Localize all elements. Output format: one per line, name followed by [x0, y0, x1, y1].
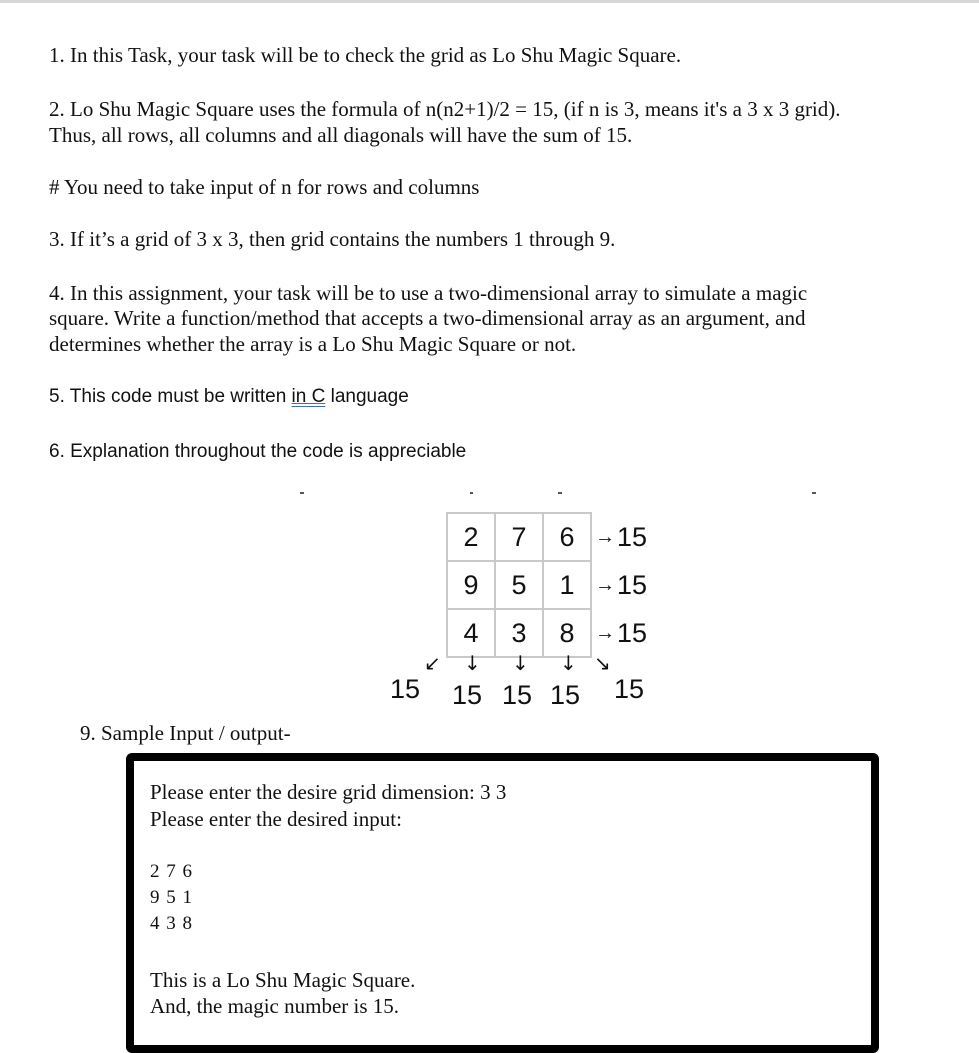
console-result-line: This is a Lo Shu Magic Square.	[150, 968, 416, 992]
item-1: 1. In this Task, your task will be to check the grid as Lo Shu Magic Square.	[49, 43, 682, 67]
column-sum: 15	[502, 680, 533, 710]
input-note: # You need to take input of n for rows and columns	[49, 175, 480, 199]
diagonal-sum-left: 15	[390, 674, 421, 704]
item-5-prefix: 5. This code must be written	[49, 386, 292, 407]
item-2-line-2: Thus, all rows, all columns and all diagonals will have the sum of 15.	[49, 123, 633, 147]
item-2-line-1: 2. Lo Shu Magic Square uses the formula of n(n2+1)/2 = 15, (if n is 3, means it's a 3 x 3 grid).	[49, 97, 841, 121]
arrow-right-icon: →	[595, 526, 615, 548]
grid-cell: 3	[495, 609, 543, 657]
row-sum: →15	[595, 522, 648, 552]
console-magic-number-line: And, the magic number is 15.	[150, 994, 400, 1018]
scan-mark	[812, 492, 816, 494]
grid-cell: 1	[543, 561, 591, 609]
item-5	[49, 385, 949, 409]
grid-cell: 7	[495, 513, 543, 561]
grid-cell: 5	[495, 561, 543, 609]
grid-cell: 4	[447, 609, 495, 657]
arrow-down-icon: ↓	[464, 651, 481, 675]
scan-mark	[470, 492, 473, 494]
console-input-row: 2 7 6	[150, 861, 193, 882]
console-prompt-input: Please enter the desired input:	[150, 807, 402, 831]
arrow-down-left-icon: ↙	[424, 651, 441, 675]
top-border	[0, 0, 979, 3]
sample-console-box	[126, 753, 879, 1053]
row-sum: →15	[595, 570, 648, 600]
column-sum: 15	[452, 680, 483, 710]
arrow-down-right-icon: ↘	[594, 651, 611, 675]
item-4-line-3: determines whether the array is a Lo Shu Magic Square or not.	[49, 332, 577, 356]
magic-square-grid	[446, 512, 592, 658]
console-input-row: 4 3 8	[150, 913, 193, 934]
item-4-line-1: 4. In this assignment, your task will be to use a two-dimensional array to simulate a magic	[49, 281, 808, 305]
item-4-line-2: square. Write a function/method that accepts a two-dimensional array as an argument, and	[49, 306, 806, 330]
sample-heading: 9. Sample Input / output-	[80, 721, 291, 745]
scan-mark	[558, 492, 562, 494]
item-5-suffix: language	[325, 386, 409, 407]
arrow-right-icon: →	[595, 574, 615, 596]
diagonal-sum-right: 15	[614, 674, 645, 704]
column-sum: 15	[550, 680, 581, 710]
console-input-row: 9 5 1	[150, 887, 193, 908]
row-sum: →15	[595, 618, 648, 648]
arrow-down-icon: ↓	[560, 651, 577, 675]
item-6: 6. Explanation throughout the code is appreciable	[49, 441, 467, 462]
item-3: 3. If it’s a grid of 3 x 3, then grid contains the numbers 1 through 9.	[49, 227, 616, 251]
arrow-down-icon: ↓	[512, 651, 529, 675]
scan-mark	[300, 492, 304, 494]
console-prompt-dimension: Please enter the desire grid dimension: 3 3	[150, 780, 507, 804]
grid-cell: 2	[447, 513, 495, 561]
grid-cell: 8	[543, 609, 591, 657]
grid-cell: 6	[543, 513, 591, 561]
language-link[interactable]: in C	[291, 386, 326, 407]
grid-cell: 9	[447, 561, 495, 609]
arrow-right-icon: →	[595, 622, 615, 644]
